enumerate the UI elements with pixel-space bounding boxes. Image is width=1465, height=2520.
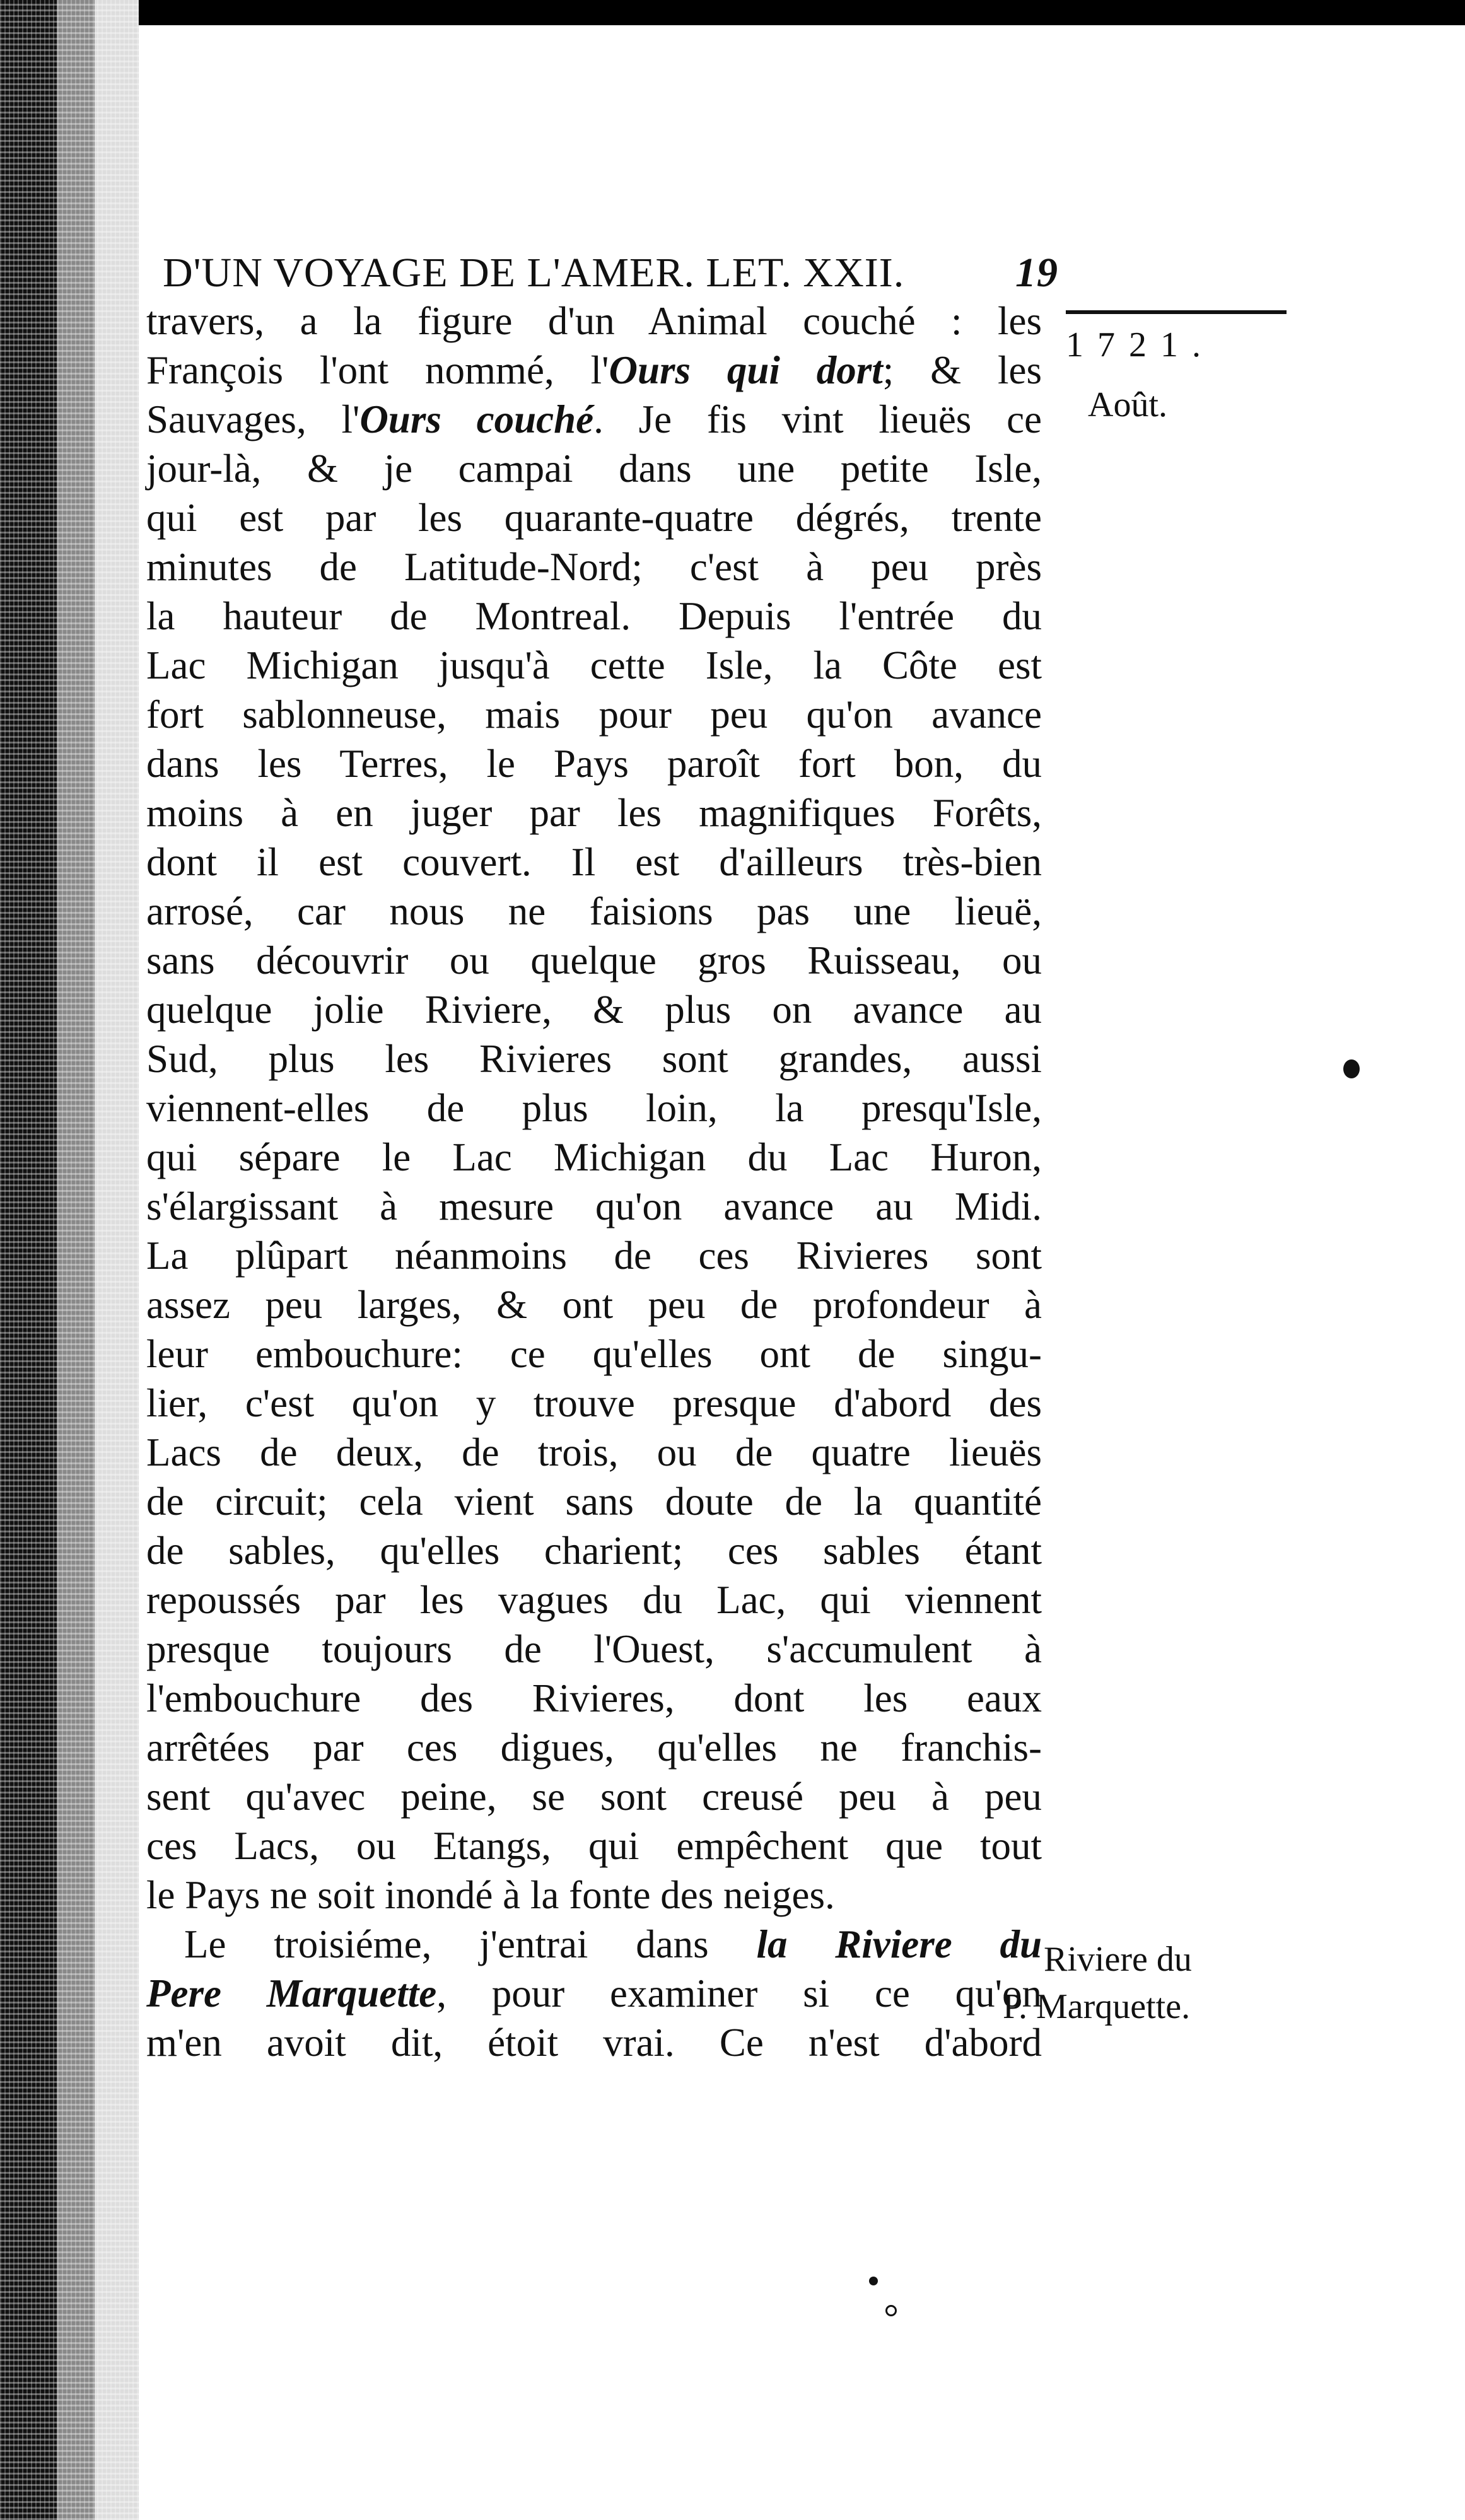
- text-line: [146, 1969, 1042, 2018]
- text-run: ces Lacs, ou Etangs, qui empêchent que tout: [146, 1824, 1042, 1868]
- text-run: arrêtées par ces digues, qu'elles ne franchis-: [146, 1725, 1042, 1770]
- ink-speck: [869, 2277, 878, 2285]
- text-run: La plûpart néanmoins de ces Rivieres sont: [146, 1234, 1042, 1278]
- text-run: dans les Terres, le Pays paroît fort bon, du: [146, 742, 1042, 786]
- margin-note-line2: P. Marquette.: [1003, 1987, 1191, 2026]
- text-run: sans découvrir ou quelque gros Ruisseau, ou: [146, 938, 1042, 983]
- text-line: [146, 1920, 1042, 1969]
- text-line: [146, 1231, 1042, 1280]
- text-line: [146, 444, 1042, 493]
- margin-month: Août.: [1088, 385, 1167, 424]
- text-run: dont il est couvert. Il est d'ailleurs très-bien: [146, 840, 1042, 884]
- text-run: Le troisiéme, j'entrai dans: [184, 1922, 757, 1966]
- text-run: moins à en juger par les magnifiques Forêts,: [146, 791, 1042, 835]
- text-line: [146, 1428, 1042, 1477]
- margin-note-line1: Riviere du: [1044, 1940, 1192, 1979]
- text-line: [146, 1133, 1042, 1182]
- text-line: [146, 985, 1042, 1034]
- text-run: assez peu larges, & ont peu de profondeur à: [146, 1283, 1042, 1327]
- text-run: qui sépare le Lac Michigan du Lac Huron,: [146, 1135, 1042, 1179]
- text-line: [146, 1625, 1042, 1674]
- text-run: travers, a la figure d'un Animal couché : les: [146, 299, 1042, 343]
- text-line: [146, 690, 1042, 739]
- text-line: [146, 1329, 1042, 1379]
- text-line: [146, 1182, 1042, 1231]
- text-run: sent qu'avec peine, se sont creusé peu à peu: [146, 1775, 1042, 1819]
- text-run: ; & les: [882, 348, 1042, 392]
- margin-year: 1721.: [1066, 325, 1215, 365]
- text-run: arrosé, car nous ne faisions pas une lieuë,: [146, 889, 1042, 933]
- text-run: la hauteur de Montreal. Depuis l'entrée du: [146, 594, 1042, 638]
- page-number: 19: [1015, 250, 1058, 296]
- text-line: [146, 739, 1042, 788]
- text-line: [146, 346, 1042, 395]
- text-run: s'élargissant à mesure qu'on avance au Midi.: [146, 1184, 1042, 1228]
- ink-speck: [1343, 1059, 1360, 1078]
- text-line: [146, 936, 1042, 985]
- text-run: viennent-elles de plus loin, la presqu'Isle,: [146, 1086, 1042, 1130]
- text-run: leur embouchure: ce qu'elles ont de singu-: [146, 1332, 1042, 1376]
- text-line: [146, 1083, 1042, 1133]
- book-gutter: [0, 0, 139, 2520]
- text-line: [146, 1575, 1042, 1625]
- text-run: quelque jolie Riviere, & plus on avance au: [146, 988, 1042, 1032]
- text-run: Sud, plus les Rivieres sont grandes, aussi: [146, 1037, 1042, 1081]
- text-line: [146, 1723, 1042, 1772]
- text-line: [146, 887, 1042, 936]
- text-line: [146, 493, 1042, 542]
- ink-speck: [885, 2305, 897, 2316]
- text-run: Lacs de deux, de trois, ou de quatre lieuës: [146, 1430, 1042, 1474]
- italic-text: la Riviere du: [756, 1922, 1042, 1966]
- running-head: D'UN VOYAGE DE L'AMER. LET. XXII.: [163, 250, 905, 296]
- text-run: de circuit; cela vient sans doute de la quantité: [146, 1479, 1042, 1524]
- text-run: repoussés par les vagues du Lac, qui viennent: [146, 1578, 1042, 1622]
- text-run: . Je fis vint lieuës ce: [593, 397, 1042, 441]
- italic-text: Pere Marquette: [146, 1971, 437, 2015]
- text-line: [146, 788, 1042, 837]
- text-line: [146, 1280, 1042, 1329]
- text-run: de sables, qu'elles charient; ces sables étant: [146, 1529, 1042, 1573]
- italic-text: Ours couché: [359, 397, 594, 441]
- text-line: [146, 1674, 1042, 1723]
- text-run: Lac Michigan jusqu'à cette Isle, la Côte est: [146, 643, 1042, 687]
- text-line: [146, 1526, 1042, 1575]
- text-line: [146, 2018, 1042, 2067]
- text-line: [146, 1821, 1042, 1870]
- margin-rule: [1066, 310, 1287, 314]
- text-line: [146, 395, 1042, 444]
- text-line: [146, 542, 1042, 592]
- text-run: minutes de Latitude-Nord; c'est à peu près: [146, 545, 1042, 589]
- text-run: François l'ont nommé, l': [146, 348, 609, 392]
- text-run: le Pays ne soit inondé à la fonte des neiges.: [146, 1873, 835, 1917]
- text-line: [146, 592, 1042, 641]
- text-run: Sauvages, l': [146, 397, 360, 441]
- text-run: qui est par les quarante-quatre dégrés, trente: [146, 496, 1042, 540]
- text-line: [146, 1477, 1042, 1526]
- italic-text: Ours qui dort: [609, 348, 883, 392]
- text-run: l'embouchure des Rivieres, dont les eaux: [146, 1676, 1042, 1720]
- text-line: [146, 837, 1042, 887]
- text-line: [146, 296, 1042, 346]
- text-line: [146, 1870, 1042, 1920]
- text-line: [146, 1772, 1042, 1821]
- text-run: presque toujours de l'Ouest, s'accumulent à: [146, 1627, 1042, 1671]
- text-run: lier, c'est qu'on y trouve presque d'abord des: [146, 1381, 1042, 1425]
- text-line: [146, 1034, 1042, 1083]
- text-line: [146, 641, 1042, 690]
- text-run: m'en avoit dit, étoit vrai. Ce n'est d'abord: [146, 2021, 1042, 2065]
- body-text: [146, 296, 1042, 2067]
- text-run: , pour examiner si ce qu'on: [436, 1971, 1042, 2015]
- text-line: [146, 1379, 1042, 1428]
- text-run: fort sablonneuse, mais pour peu qu'on avance: [146, 692, 1042, 737]
- text-run: jour-là, & je campai dans une petite Isle,: [146, 446, 1042, 491]
